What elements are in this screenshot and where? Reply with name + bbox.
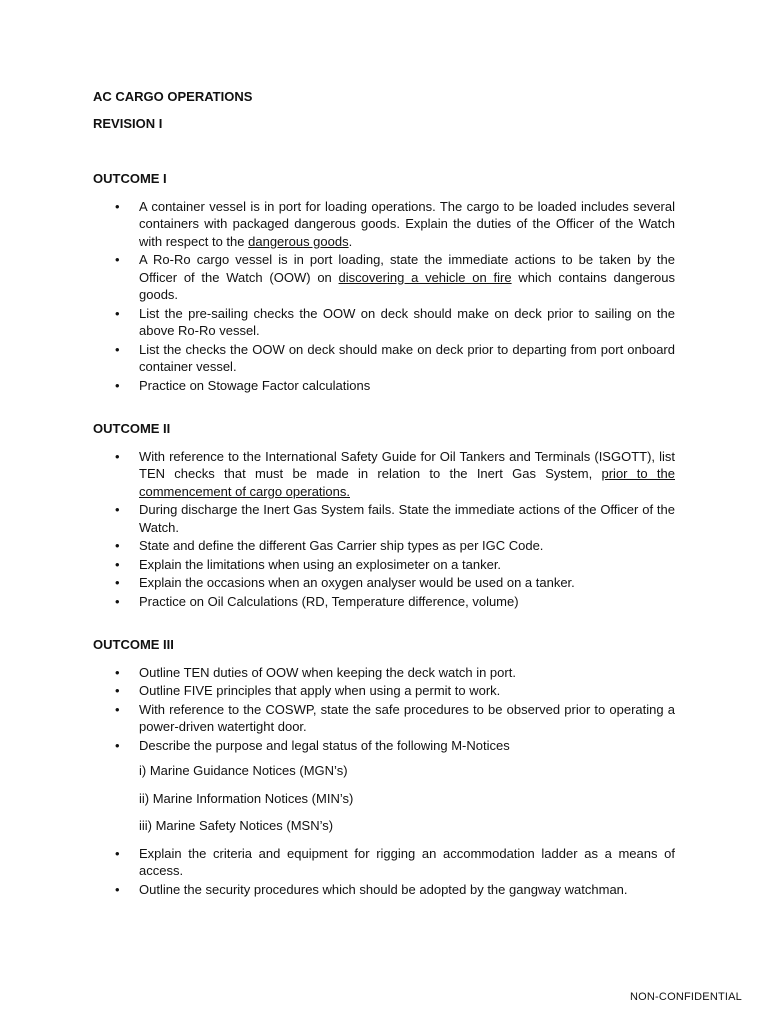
document-title: AC CARGO OPERATIONS — [93, 89, 253, 104]
list-item: • Describe the purpose and legal status of the following M-Notices — [115, 737, 510, 753]
list-item: • Explain the criteria and equipment for rigging an accommodation ladder as a means of access. — [115, 845, 675, 878]
m-notices-list — [139, 762, 675, 835]
list-item: • With reference to the International Safety Guide for Oil Tankers and Terminals (ISGOTT), list TEN checks that must be made in relation to the Inert Gas System, prior to the commencement of cargo operations. — [115, 448, 675, 499]
list-item: • Practice on Stowage Factor calculations — [115, 377, 371, 393]
bullet-icon: • — [115, 737, 120, 753]
list-item: • Practice on Oil Calculations (RD, Temperature difference, volume) — [115, 593, 519, 609]
list-item: • Outline TEN duties of OOW when keeping the deck watch in port. — [115, 664, 516, 680]
bullet-icon: • — [115, 538, 120, 553]
classification-label: NON-CONFIDENTIAL — [630, 991, 742, 1003]
list-item: • Outline the security procedures which should be adopted by the gangway watchman. — [115, 881, 628, 897]
m-notice-item: iii) Marine Safety Notices (MSN’s) — [139, 818, 334, 833]
underlined-text: discovering a vehicle on fire — [338, 269, 512, 285]
bullet-icon: • — [115, 377, 120, 393]
list-item: • With reference to the COSWP, state the safe procedures to be observed prior to operating a power-driven watertight door. — [115, 701, 675, 734]
outcome-3-list-b — [93, 845, 675, 899]
list-item: • List the checks the OOW on deck should make on deck prior to departing from port onboard container vessel. — [115, 341, 675, 374]
bullet-icon: • — [115, 593, 120, 609]
outcome-1-list — [93, 198, 675, 395]
list-item: • Explain the occasions when an oxygen analyser would be used on a tanker. — [115, 575, 575, 590]
document-page — [93, 88, 675, 924]
outcome-2-list — [93, 448, 675, 611]
bullet-icon: • — [115, 881, 120, 897]
bullet-icon: • — [115, 701, 120, 717]
bullet-icon: • — [115, 305, 120, 321]
bullet-icon: • — [115, 341, 120, 357]
bullet-icon: • — [115, 845, 120, 861]
bullet-icon: • — [115, 198, 120, 214]
underlined-text: prior to the commencement of cargo operations. — [139, 466, 675, 499]
bullet-icon: • — [115, 575, 120, 590]
outcome-2-section — [93, 420, 675, 610]
revision-label: REVISION I — [93, 115, 163, 131]
outcome-2-heading: OUTCOME II — [93, 421, 171, 436]
bullet-icon: • — [115, 664, 120, 680]
list-item: • During discharge the Inert Gas System fails. State the immediate actions of the Officer of the Watch. — [115, 502, 675, 535]
list-item: • List the pre-sailing checks the OOW on deck should make on deck prior to sailing on the above Ro-Ro vessel. — [115, 305, 675, 338]
bullet-icon: • — [115, 502, 120, 517]
bullet-icon: • — [115, 252, 120, 267]
list-item: • Explain the limitations when using an explosimeter on a tanker. — [115, 556, 502, 572]
m-notice-item: ii) Marine Information Notices (MIN’s) — [139, 790, 354, 806]
list-item: • Outline FIVE principles that apply when using a permit to work. — [115, 683, 501, 698]
outcome-1-section — [93, 170, 675, 394]
bullet-icon: • — [115, 448, 120, 464]
bullet-icon: • — [115, 683, 120, 698]
m-notice-item: i) Marine Guidance Notices (MGN’s) — [139, 763, 348, 778]
list-item: • State and define the different Gas Carrier ship types as per IGC Code. — [115, 538, 544, 553]
outcome-1-heading: OUTCOME I — [93, 171, 167, 186]
outcome-3-heading: OUTCOME III — [93, 637, 174, 652]
bullet-icon: • — [115, 556, 120, 572]
list-item: • A Ro-Ro cargo vessel is in port loading, state the immediate actions to be taken by the Officer of the Watch (OOW) on discovering a vehicle on fire which contains dangerous goods. — [115, 252, 675, 302]
outcome-3-section — [93, 636, 675, 898]
outcome-3-list-a — [93, 664, 675, 755]
underlined-text: dangerous goods — [248, 233, 349, 249]
list-item: • A container vessel is in port for loading operations. The cargo to be loaded includes several containers with packaged dangerous goods. Explain the duties of the Officer of the Watch with respect to the dangerous goods. — [115, 198, 675, 249]
